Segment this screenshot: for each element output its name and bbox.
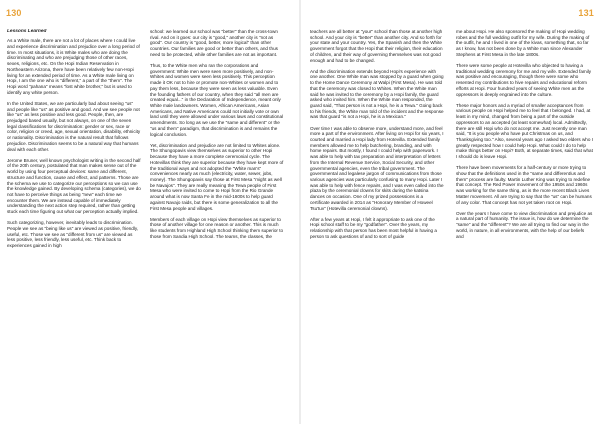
section-heading: Lessons Learned <box>7 29 47 34</box>
paragraph: teachers are all better at "your" school than those at another high school. And your city is "better" than another city. And so forth for your state and your country. Yes, the Spanish and then the White government forgot that the Hopi that their religion, their education of children, and their way of governing themselves was not good enough and had to be changed. <box>310 29 443 63</box>
column-left-page-2 <box>150 29 284 419</box>
column-right-page-1 <box>310 29 444 419</box>
paragraph: Jerome Bruner, well known psychologist writing in the second half of the 20th century, postulated that man makes sense out of the world by using four perceptual devices: same and different, structure and function, cause and effect, and patterns. Those are the schema we use to categorize our perceptions so we can use the knowledge gained. By developing schema (categories), we do not have to perceive things as being "new" each time we encounter them. We are instead capable of immediately understanding the next action step required, rather than getting stuck each time figuring out what our perception actually implied. <box>7 157 141 215</box>
paragraph: Thus, to the White men who ran the corporations and government: White men were seen more positively, and non-Whites and women were seen less positively. This perception made it OK not to hire or promote non-Whites or women and to pay them less, because they were seen as less valuable. Even the founding fathers of our country, when they said "all men are created equal..." in the Declaration of Independence, meant only White male landowners. Women, African Americans, Asian Americans, and Native Americans could not initially vote or own land until they were allowed under various laws and constitutional amendments. So long as we use the "same and different" or the "us and them" paradigm, that discrimination is and remains the logical conclusion. <box>150 62 284 137</box>
paragraph: school: we learned our school was "better" than the cross-town rival. And on it goes: our city is "good," another city is "not as good". Our country is "good, better, more logical" than other countries. Our families are good or better than others, and thus need to be protected, while other families are not as important. <box>150 29 278 57</box>
paragraph: And the discrimination extends beyond Hopi's experience with one another. One White man was stopped by a guard when going to the Home Dance Ceremony at Walpi (First Mesa). He was told that the ceremony was closed to Whites. When the White man said he was invited to the ceremony by a Hopi family, the guard asked who invited him. When the White man responded, the guard said, "That person is not a Hopi, he is a Tewa." Going back to his friends, the White man told of the incident and the response was that guard "is not a Hopi, he is a Mexican." <box>310 68 444 120</box>
paragraph: These major honors and a myriad of smaller acceptances from various people on Hopi helped me to feel that I belonged. I had, at least in my mind, changed from being a part of the outside oppressors to an accepted (at least somewhat) local. Admittedly, there are still Hopi who do not accept me. Just recently one man said, "It is you people who have put Christmas on us, and Thanksgiving too." Also, several years ago I asked two elders who I greatly respected how I could help Hopi. What could I do to help make things better on Hopi? Both, at separate times, said that what I should do is leave Hopi. <box>456 102 593 160</box>
column-left-page-1 <box>7 29 141 419</box>
paragraph: Yet, discrimination and prejudice are not limited to Whites alone. The Shungopavis view themselves as superior to other Hopi because they have a more complete ceremonial cycle. The Hotevillas think they are superior because they have kept more of the traditional ways and not adopted the "White man's" conveniences nearly as much (electricity, water, sewer, jobs, money). The Shungopavis say those at First Mesa "might as well be Navajos". They are really meaning the Tewa people of First Mesa who were invited to come to Hopi from the Rio Grande around what is now Santa Fe in the mid-1600s to help guard against Navajo raids, but there is some generalization to all the First Mesa people and villages. <box>150 142 284 211</box>
paragraph: There have been movements for a half-century or more trying to show that the definitions used in the "same and different/us and them" process are faulty. Martin Luther King was trying to redefine that concept. The Red Power movement of the 1950s and 1960s was working for the same thing, as is the more recent Black Lives Matter movement. All are trying to say that the "us" can be humans of any color. That concept has not yet taken root on Hopi. <box>456 165 592 205</box>
paragraph: Such categorizing, however, inevitably leads to discrimination. People we see as "being like us" are viewed as positive, friendly, useful, etc. Those we see as "different from us" are viewed as less positive, less friendly, less useful, etc. Think back to experiences gained in high <box>7 220 139 249</box>
paragraph: As a White male, there are not a lot of places where I could live and experience discrimination and prejudice over a long period of time. In most situations, it is White males who are doing the discriminating and who are prejudging those of other races, sexes, religions, etc. On the Hopi Indian Reservation in Northeastern Arizona, there have been relatively few non-Hopi living for an extended period of time. As a White male living on Hopi, I am the one who is "different," a part of the "them". The Hopi word "pahana" means "lost white brother," but is used to identify any white person. <box>7 38 140 95</box>
paragraph: In the United States, we are particularly bad about seeing "us" and people like "us" as positive and good. And we see people not like "us" as less positive and less good. People, then, are prejudged based usually, but not always, on one of the seven legal classifications for discrimination: gender or sex, race or color, religion or creed, age, sexual orientation, disability, ethnicity or nationality. Discrimination is the natural result that follows prejudice. Discrimination seems to be a natural way that humans deal with each other. <box>7 100 141 152</box>
paragraph: After a few years at Hopi, I felt it appropriate to ask one of the Hopi school staff to be my "godfather". Over the years, my relationship with that person has been most helpful in having a person to ask questions of and to sort of guide <box>310 216 437 239</box>
paragraph: me about Hopi. He also sponsored the making of Hopi wedding robes and the full wedding outfit for my wife. During the making of the outfit, he and I lived in one of the kivas, something that, so far as I know, has not been done by a White man since Alexander Stephens at First Mesa in the late 1800s. <box>456 29 590 57</box>
paragraph: Over the years I have come to view discrimination and prejudice as a natural part of humanity. The issue is, how do we determine the "same" and the "different"? We are all trying to find our way in the world, in nature, in all environments, with the help of our beliefs and <box>456 210 593 239</box>
page-gutter <box>299 0 301 424</box>
page-number-left: 130 <box>6 8 22 18</box>
column-right-page-2 <box>456 29 593 419</box>
page-number-right: 131 <box>578 8 594 18</box>
paragraph: There were some people at Hotevilla who objected to having a traditional wedding ceremony for me and my wife. Extended family was positive and encouraging, though there were some who resented my contributions to hive repairs and educational reform efforts at Hopi. Four hundred years of seeing White men as the oppressors is deeply engrained into the culture. <box>456 62 592 97</box>
paragraph: Members of each village on Hopi view themselves as superior to those of another village for one reason or another. This is much like students from Highland High School thinking them superior to those from Sandia High School. The teams, the classes, the <box>150 216 284 239</box>
paragraph: Over time I was able to observe more, understand more, and feel more a part of the environment. After living on Hopi for six years, I courted and married a Hopi lady from Hotevilla. Extended family members allowed me to help butchering, branding, and with home repairs. But mostly, I found I could help with paperwork. I was able to help with tax preparation and interpretation of letters from the Internal Revenue Service, Social Security, and other governmental agencies, even the tribal government. The governmental and legalese jargon of communications from those various agencies was particularly confusing to many Hopi. Later I was able to help with fence repairs, and I was even called into the plaza by the ceremonial clowns for skits during the katsina dances on occasion. One of my prized possessions is a certificate awarded in 2014 as "Honorary Member of Howeel Tsu'tuv" (Hotevilla ceremonial clowns). <box>310 125 444 211</box>
